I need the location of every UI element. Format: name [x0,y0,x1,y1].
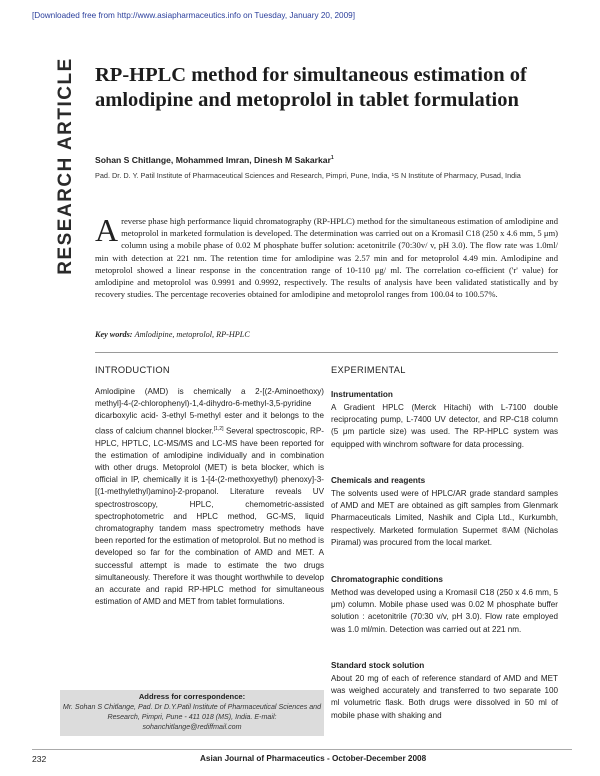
authors-text: Sohan S Chitlange, Mohammed Imran, Dinesh M Sakarkar [95,155,331,165]
affiliation: Pad. Dr. D. Y. Patil Institute of Pharmaceutical Sciences and Research, Pimpri, Pune, India, ¹S N Institute of Pharmacy, Pusad, India [95,171,521,180]
correspondence-body: Mr. Sohan S Chitlange, Pad. Dr D.Y.Patil Institute of Pharmaceutical Sciences and Research, Pimpri, Pune - 411 018 (MS), India. E-mail: sohanchitlange@rediffmail.com [62,703,322,732]
authors-sup: 1 [330,155,334,162]
abstract [95,212,558,300]
chemicals-text: The solvents used were of HPLC/AR grade standard samples of AMD and MET are obtained as gift samples from Glenmark Pharmaceuticals Limited, Nashik and Cipla Ltd., Kurkumbh, respectively. Marketed formulation Supermet ®AM (Nicholas Piramal) was procured from the local market. [331,489,558,547]
instrumentation-text: A Gradient HPLC (Merck Hitachi) with L-7100 double reciprocating pump, L-7400 UV detector, and RP-C18 column (5 μm particle size) was used. The RP-HPLC system was equipped with winchrom software for data processing. [331,403,558,449]
stock-solution-text: About 20 mg of each of reference standard of AMD and MET was weighed accurately and transferred to two separate 100 ml volumetric flask. Both drugs were dissolved in 50 ml of mobile phase with shaking and [331,674,558,720]
keywords-text: Amlodipine, metoprolol, RP-HPLC [134,330,250,339]
stock-solution-heading: Standard stock solution [331,661,425,670]
author-list [95,155,334,165]
experimental-heading: EXPERIMENTAL [331,365,406,375]
download-note: [Downloaded free from http://www.asiapharmaceutics.info on Tuesday, January 20, 2009] [32,11,355,20]
chromatographic-heading: Chromatographic conditions [331,575,443,584]
page-number: 232 [32,754,47,764]
intro-p2: Several spectroscopic, RP-HPLC, HPTLC, LC-MS/MS and LC-MS have been reported for the estimation of amlodipine individually and in combination with other drugs. Metoprolol (MET) is beta blocker, which is official in IP, chemically it is 1-[4-(2-methoxyethyl) phenoxy]-3-[(1-methylethyl)amino]-2-propanol. Literature reveals UV spectrostroscopy, HPLC, chemometric-assisted spectrophotometric and HPLC method, GC-MS, liquid chromatography tandem mass spectrometry methods have been reported for the estimation of metoprolol. But no method is developed so far for the combination of AMD and MET. A successful attempt is made to estimate the two drugs simultaneously. Therefore it was thought worthwhile to develop an accurate and rapid RP-HPLC method for simultaneous estimation of AMD and MET from tablet formulations. [95,426,325,607]
footer-divider [32,749,572,750]
intro-p1-ref: [1,2] [213,425,224,432]
abstract-dropcap: A [95,212,119,248]
keywords [95,330,250,339]
keywords-label: Key words: [95,330,133,339]
instrumentation-heading: Instrumentation [331,390,393,399]
article-title: RP-HPLC method for simultaneous estimation of amlodipine and metoprolol in tablet formulation [95,64,527,111]
chromatographic-text: Method was developed using a Kromasil C18 (250 x 4.6 mm, 5 μm) column. Mobile phase used was 0.02 M phosphate buffer solution : acetonitrile (70:30 v/v, pH 3.0). Flow rate employed was 1.0 ml/min. Detection was carried out at 221 nm. [331,588,558,634]
section-divider [95,352,558,353]
introduction-heading: INTRODUCTION [95,365,170,375]
abstract-text: reverse phase high performance liquid chromatography (RP-HPLC) method for the simultaneous estimation of amlodipine and metoprolol in marketed formulation is developed. The determination was carried out on a Kromasil C18 (250 x 4.6 mm, 5 μm) column using a mobile phase of 0.02 M phosphate buffer solution: acetonitrile (70:30v/ v, pH 3.0). The flow rate was 1.0ml/ min with detection at 221 nm. The retention time for amlodipine was 2.57 min and for metoprolol 4.49 min. Amlodipine and metoprolol showed a linear response in the concentration range of 10-110 μg/ ml. The correlation co-efficient ('r' value) for amlodipine and metoprolol was 0.9991 and 0.9992, respectively. The results of analysis have been validated statistically and by recovery studies. The percentage recoveries obtained for amlodipine and metoprolol ranges from 100.04 to 100.57%. [95,216,558,300]
chemicals-heading: Chemicals and reagents [331,476,426,485]
journal-footer: Asian Journal of Pharmaceutics - October-December 2008 [200,754,427,763]
intro-p1: Amlodipine (AMD) is chemically a 2-[(2-Aminoethoxy) methyl]-4-(2-chlorophenyl)-1,4-dihydro-6-methyl-3,5-pyridine dicarboxylic acid- 3-ethyl 5-methyl ester and it belongs to the class of calcium channel blocker. [95,387,324,436]
correspondence-title: Address for correspondence: [138,692,246,701]
introduction-body [95,386,324,608]
article-type-label: RESEARCH ARTICLE [55,57,76,275]
